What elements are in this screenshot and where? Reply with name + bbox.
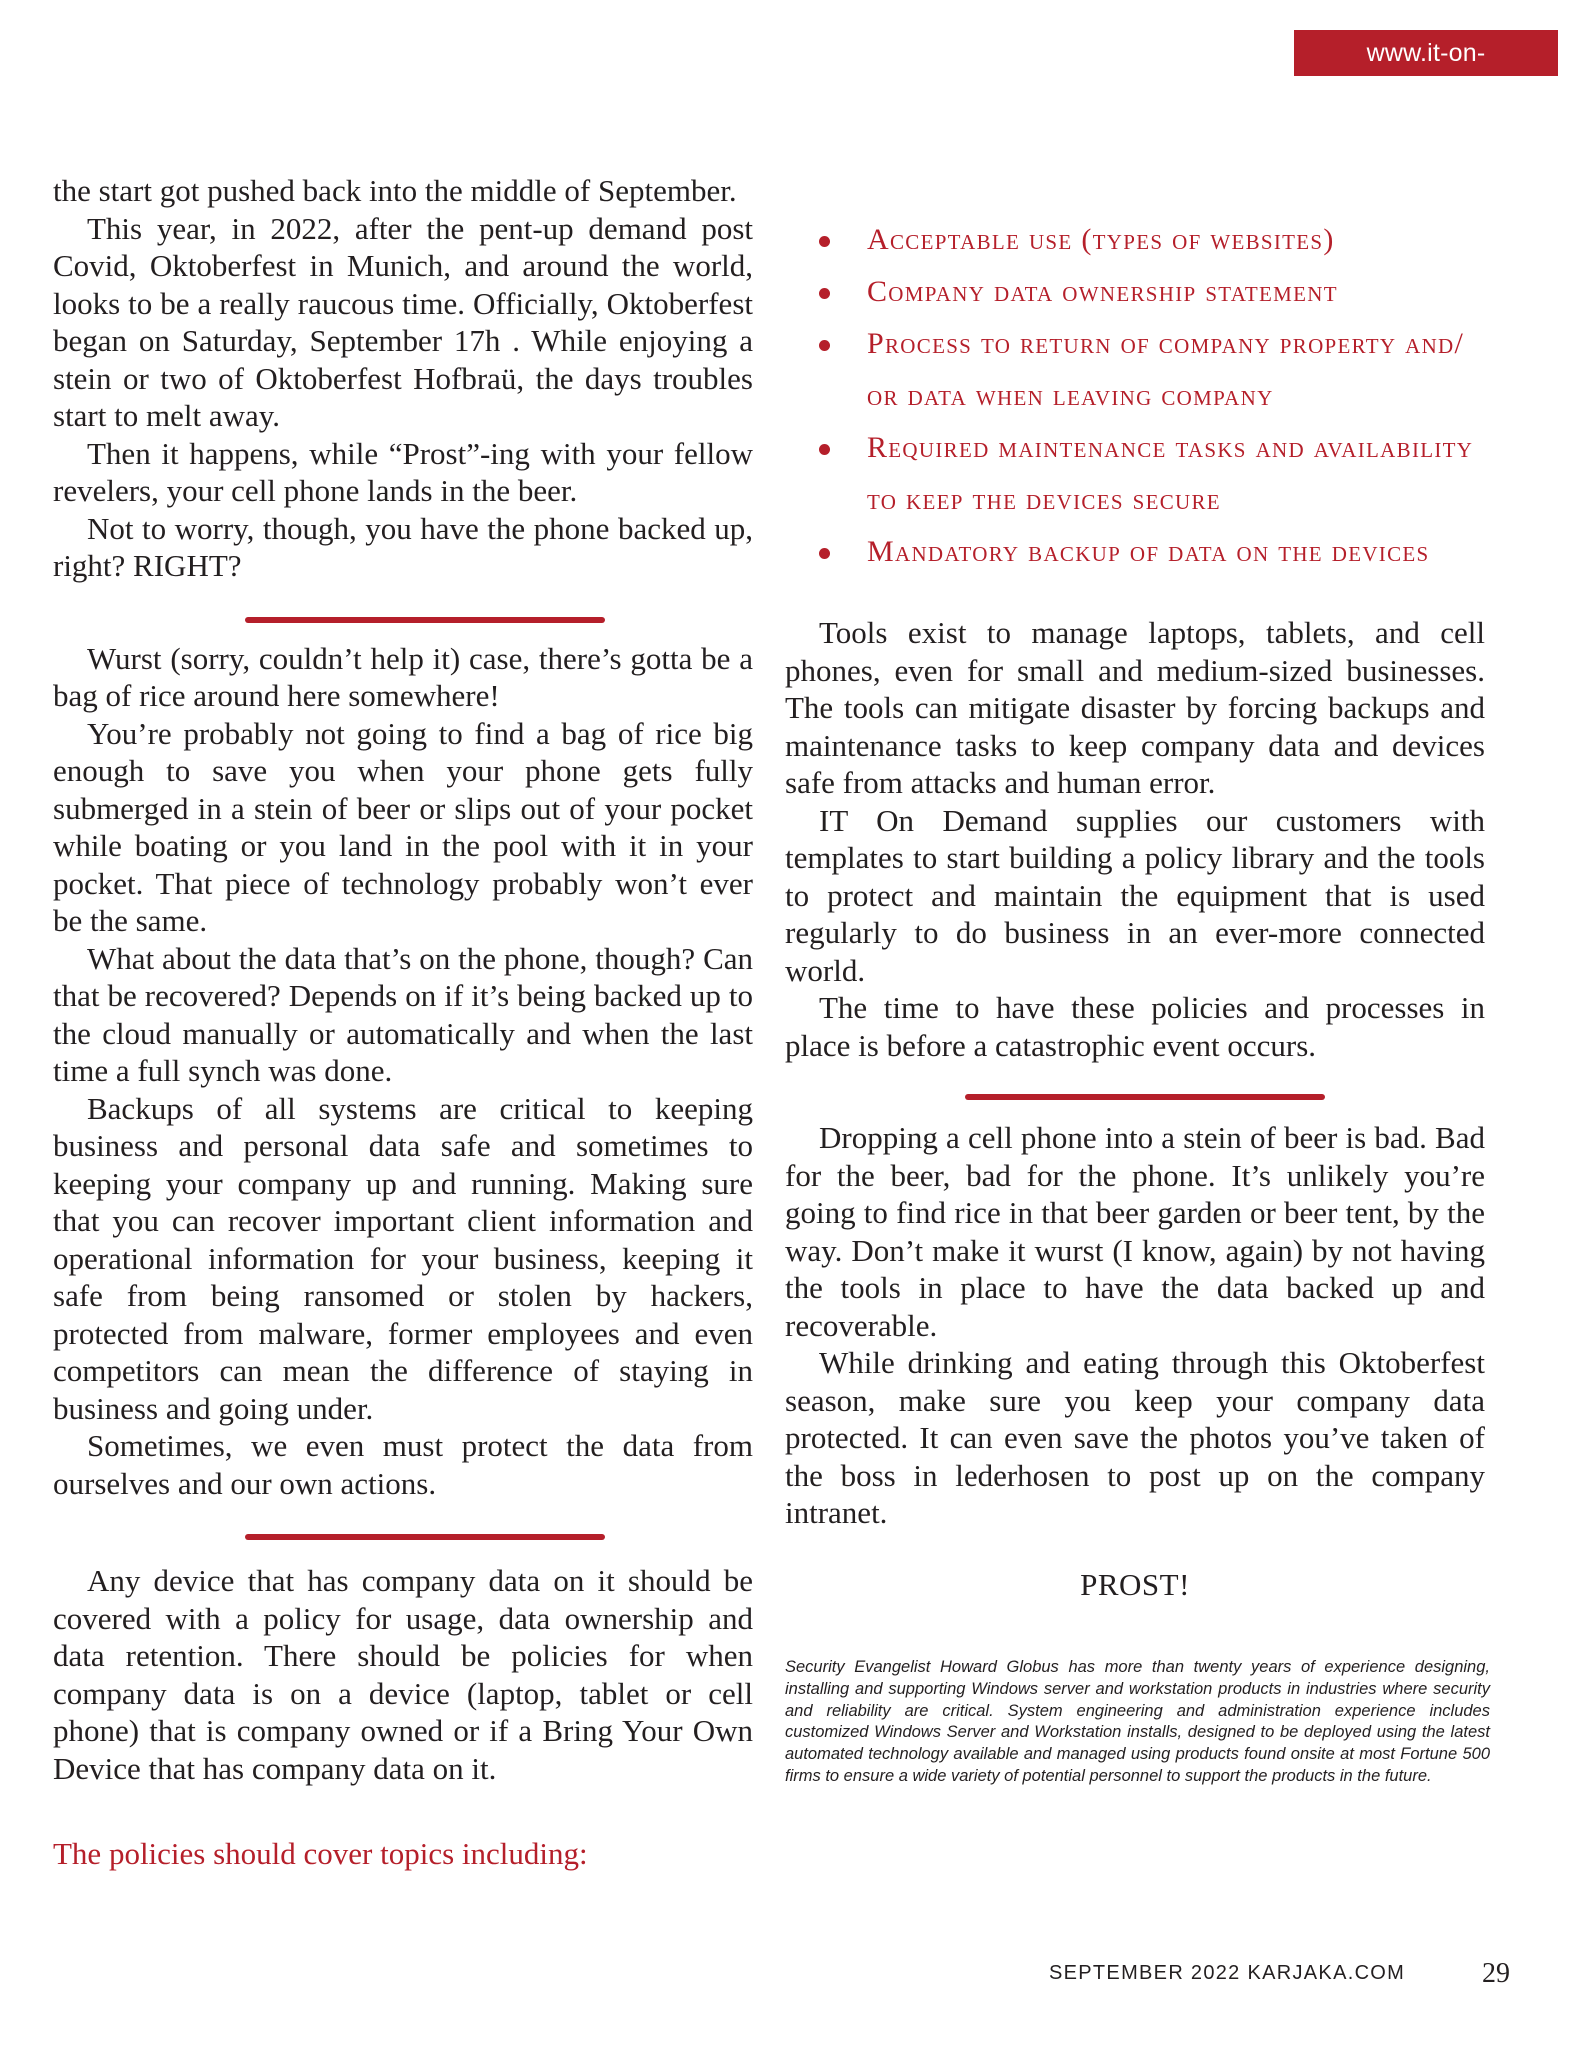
- body-paragraph: This year, in 2022, after the pent-up demand post Covid, Oktoberfest in Munich, and around the world, looks to be a really raucous time. Officially, Oktoberfest began on Saturday, September 17h . While enjoying a stein or two of Oktoberfest Hofbraü, the days troubles start to melt away.: [53, 210, 753, 433]
- list-item: Process to return of company property and/ or data when leaving company: [785, 318, 1485, 422]
- page-number: 29: [1482, 1958, 1510, 1989]
- bullet-icon: [819, 340, 830, 351]
- website-url-badge[interactable]: www.it-on-demand.com: [1294, 30, 1558, 76]
- closing-exclamation: PROST!: [1080, 1566, 1190, 1602]
- list-item: Mandatory backup of data on the devices: [785, 526, 1485, 578]
- body-paragraph: the start got pushed back into the middle of September.: [53, 173, 737, 208]
- policy-topics-list: [785, 214, 1485, 578]
- footer-issue: SEPTEMBER 2022 KARJAKA.COM: [1049, 1962, 1406, 1984]
- body-paragraph: Sometimes, we even must protect the data from ourselves and our own actions.: [53, 1428, 753, 1501]
- body-paragraph: You’re probably not going to find a bag of rice big enough to save you when your phone gets fully submerged in a stein of beer or slips out of your pocket while boating or you land in the pool with it in your pocket. That piece of technology probably won’t ever be the same.: [53, 715, 753, 938]
- body-paragraph: Any device that has company data on it should be covered with a policy for usage, data ownership and data retention. There should be policies for when company data is on a device (laptop, tablet or cell phone) that is company owned or if a Bring Your Own Device that has company data on it.: [53, 1563, 753, 1786]
- list-item: Required maintenance tasks and availability to keep the devices secure: [785, 422, 1485, 526]
- body-paragraph: The time to have these policies and processes in place is before a catastrophic event occurs.: [785, 990, 1485, 1063]
- body-paragraph: Dropping a cell phone into a stein of beer is bad. Bad for the beer, bad for the phone. It’s unlikely you’re going to find rice in that beer garden or beer tent, by the way. Don’t make it wurst (I know, again) by not having the tools in place to have the data backed up and recoverable.: [785, 1120, 1485, 1343]
- body-paragraph: Not to worry, though, you have the phone backed up, right? RIGHT?: [53, 510, 753, 583]
- section-divider: [245, 617, 605, 623]
- body-paragraph: Tools exist to manage laptops, tablets, and cell phones, even for small and medium-sized businesses. The tools can mitigate disaster by forcing backups and maintenance tasks to keep company data and devices safe from attacks and human error.: [785, 615, 1485, 800]
- list-item: Acceptable use (types of websites): [785, 214, 1485, 266]
- policies-lead-in: The policies should cover topics including:: [53, 1836, 588, 1871]
- section-divider: [245, 1534, 605, 1540]
- body-paragraph: What about the data that’s on the phone, though? Can that be recovered? Depends on if it’s being backed up to the cloud manually or automatically and when the last time a full synch was done.: [53, 940, 753, 1088]
- bullet-icon: [819, 444, 830, 455]
- bullet-icon: [819, 288, 830, 299]
- bullet-icon: [819, 548, 830, 559]
- left-column: [53, 172, 753, 1873]
- body-paragraph: Wurst (sorry, couldn’t help it) case, there’s gotta be a bag of rice around here somewhere!: [53, 640, 753, 713]
- body-paragraph: Backups of all systems are critical to keeping business and personal data safe and sometimes to keeping your company up and running. Making sure that you can recover important client information and operational information for your business, keeping it safe from being ransomed or stolen by hackers, protected from malware, former employees and even competitors can mean the difference of staying in business and going under.: [53, 1090, 753, 1426]
- section-divider: [965, 1094, 1325, 1100]
- body-paragraph: Then it happens, while “Prost”-ing with your fellow revelers, your cell phone lands in the beer.: [53, 435, 753, 508]
- bullet-icon: [819, 236, 830, 247]
- right-column: [785, 214, 1490, 1788]
- body-paragraph: IT On Demand supplies our customers with templates to start building a policy library and the tools to protect and maintain the equipment that is used regularly to do business in an ever-more connected world.: [785, 802, 1485, 988]
- body-paragraph: While drinking and eating through this Oktoberfest season, make sure you keep your company data protected. It can even save the photos you’ve taken of the boss in lederhosen to post up on the company intranet.: [785, 1345, 1485, 1530]
- list-item: Company data ownership statement: [785, 266, 1485, 318]
- tools-section: [785, 614, 1485, 1064]
- author-bio: Security Evangelist Howard Globus has more than twenty years of experience designing, installing and supporting Windows server and workstation products in industries where security and reliability are critical. System engineering and administration experience includes customized Windows Server and Workstation installs, designed to be deployed using the latest automated technology available and managed using products found onsite at most Fortune 500 firms to ensure a wide variety of potential personnel to support the products in the future.: [785, 1658, 1490, 1785]
